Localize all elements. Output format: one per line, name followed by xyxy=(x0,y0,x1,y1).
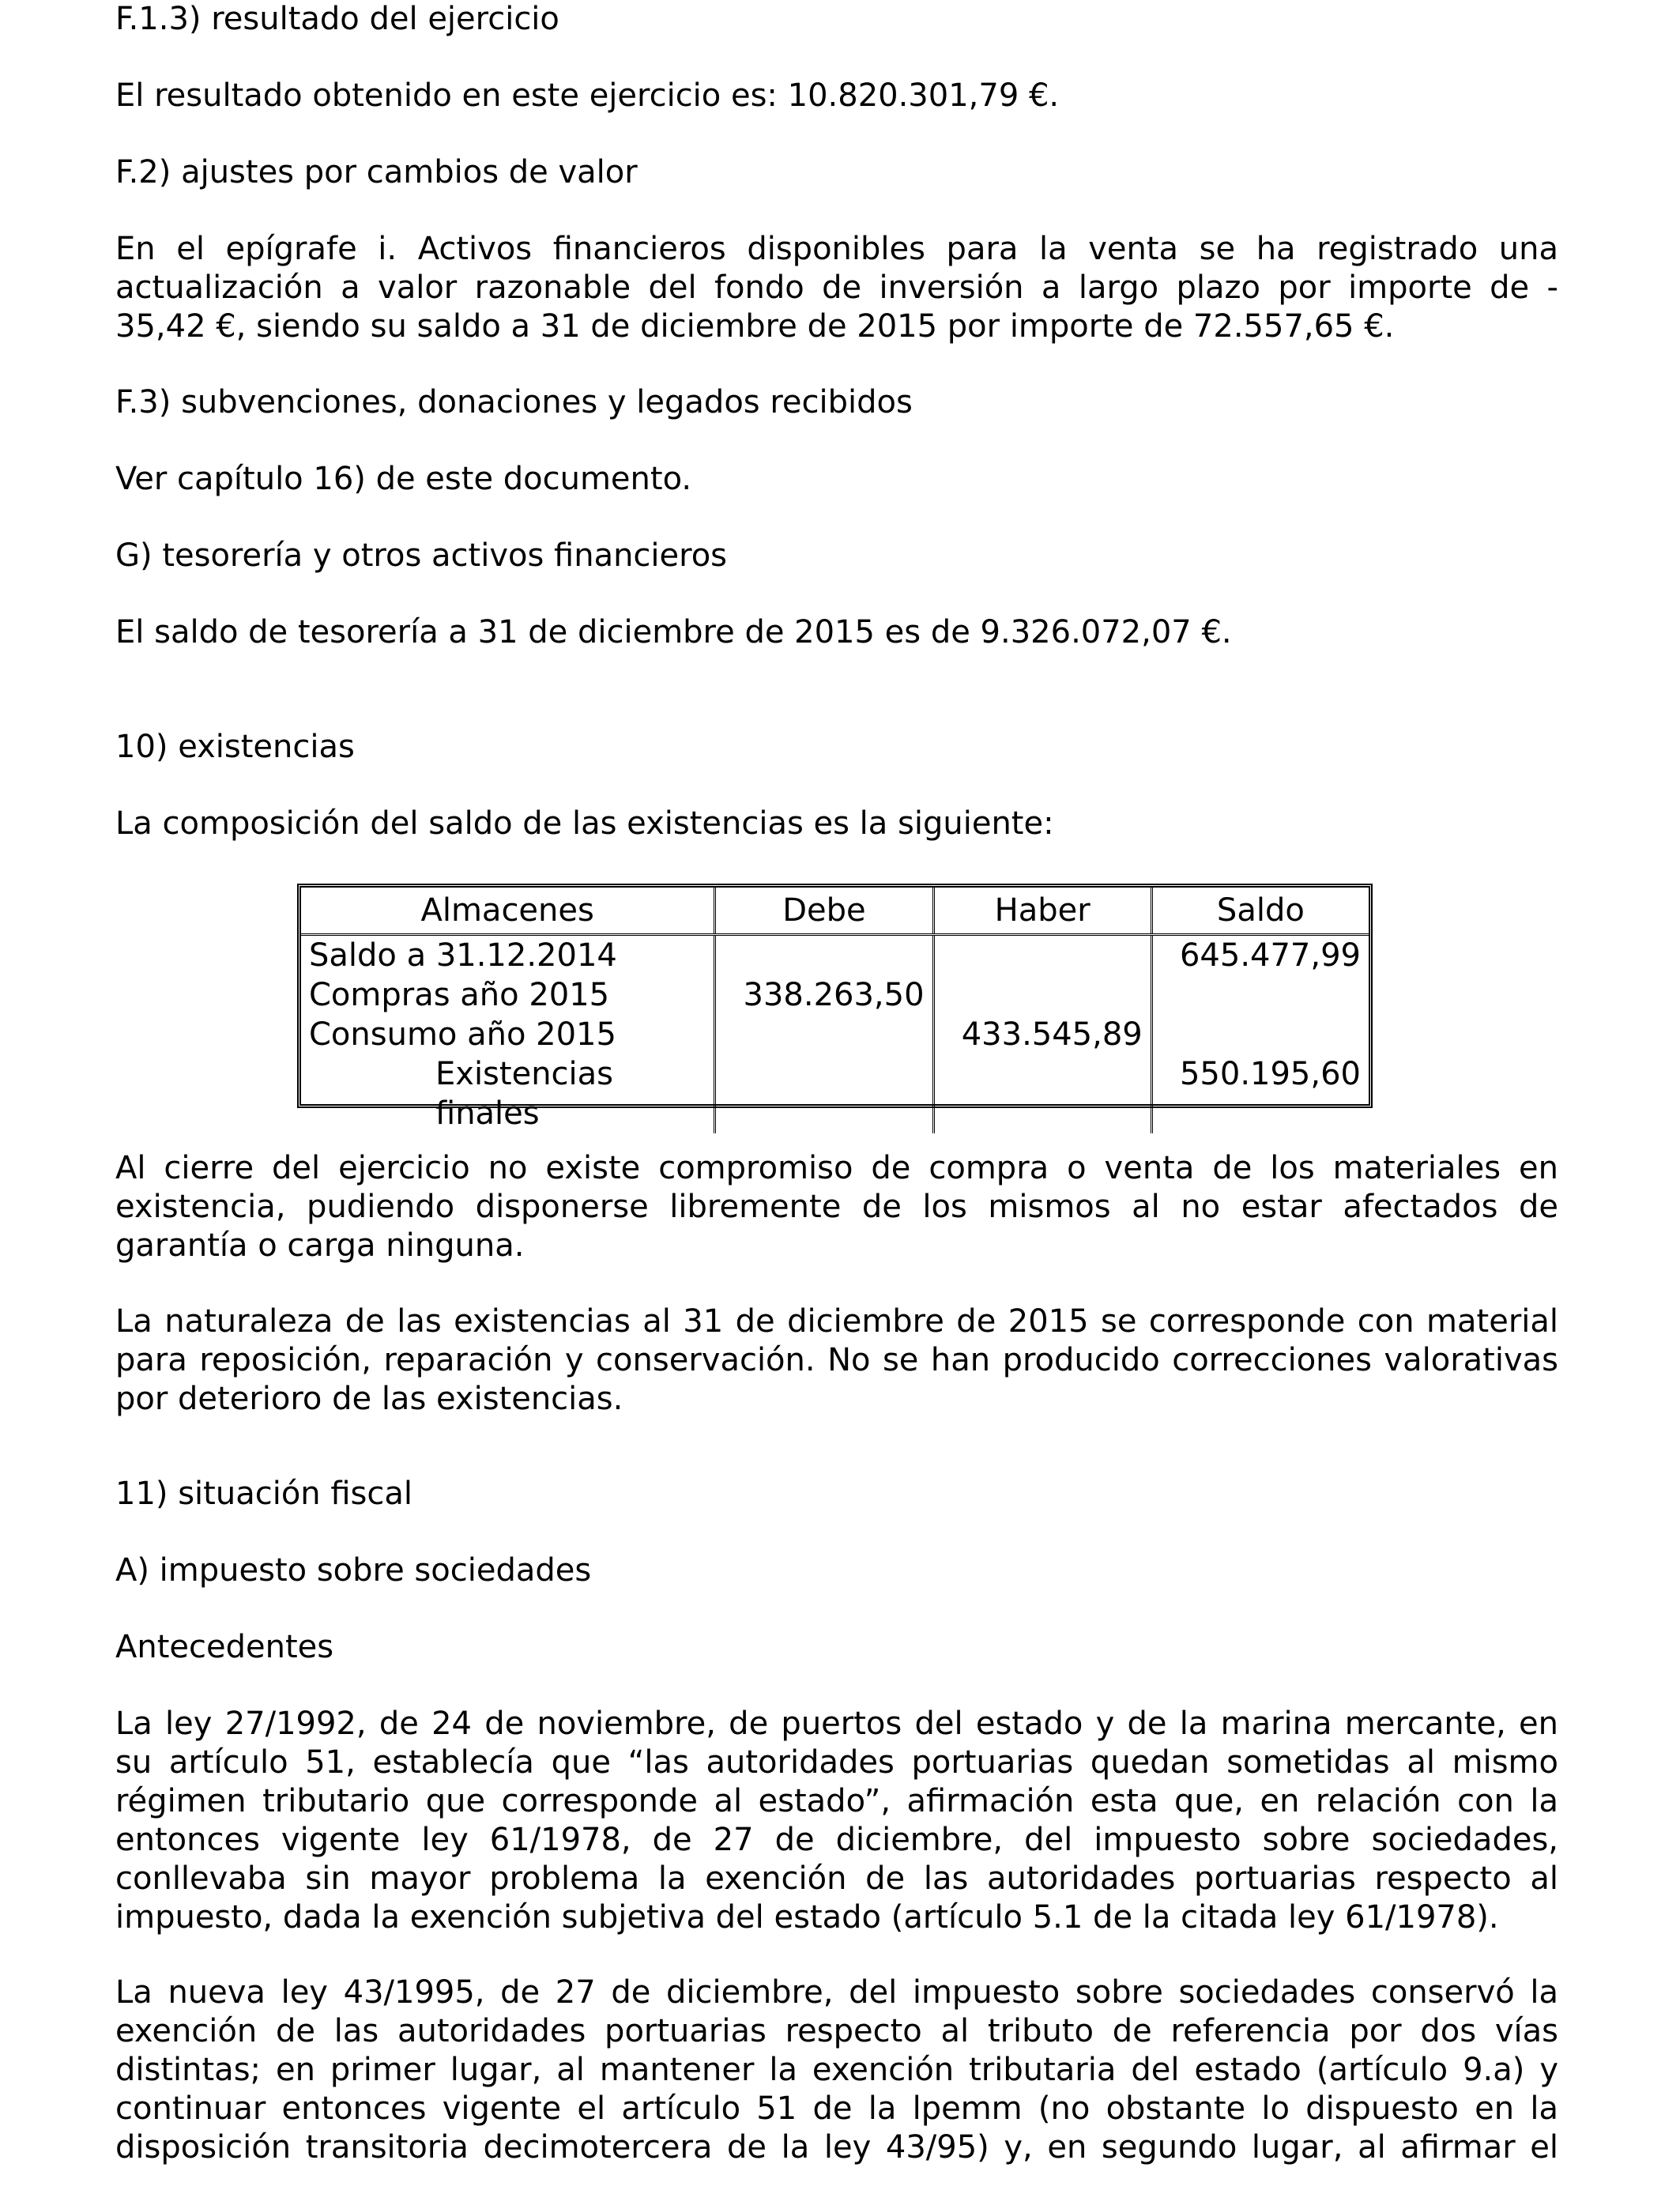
paragraph-line: continuar entonces vigente el artículo 51 de la lpemm (no obstante lo dispuesto en la xyxy=(115,2090,1558,2127)
paragraph-line: La ley 27/1992, de 24 de noviembre, de puertos del estado y de la marina mercante, en xyxy=(115,1706,1558,1742)
text-f3: Ver capítulo 16) de este documento. xyxy=(115,461,692,497)
table-row xyxy=(301,935,1369,976)
cell-saldo xyxy=(1151,1015,1369,1054)
cell-debe: 338.263,50 xyxy=(715,975,933,1015)
paragraph-ley-27-1992 xyxy=(115,1705,1558,1937)
cell-debe xyxy=(715,1054,933,1133)
cell-almacen: Existencias finales xyxy=(435,1056,613,1132)
paragraph-cierre xyxy=(115,1149,1558,1265)
cell-debe xyxy=(715,935,933,976)
paragraph-line: disposición transitoria decimotercera de la ley 43/95) y, en segundo lugar, al afirmar el xyxy=(115,2129,1558,2166)
column-header-haber: Haber xyxy=(933,888,1151,935)
cell-saldo xyxy=(1151,975,1369,1015)
cell-haber xyxy=(933,1054,1151,1133)
cell-saldo: 645.477,99 xyxy=(1151,935,1369,976)
heading-antecedentes: Antecedentes xyxy=(115,1629,334,1665)
text-resultado: El resultado obtenido en este ejercicio es: 10.820.301,79 €. xyxy=(115,77,1060,114)
heading-10: 10) existencias xyxy=(115,729,355,765)
heading-11a: A) impuesto sobre sociedades xyxy=(115,1552,592,1589)
paragraph-line: En el epígrafe i. Activos financieros disponibles para la venta se ha registrado una xyxy=(115,231,1558,267)
paragraph-line: distintas; en primer lugar, al mantener la exención tributaria del estado (artículo 9.a) y xyxy=(115,2052,1558,2088)
paragraph-line: impuesto, dada la exención subjetiva del estado (artículo 5.1 de la citada ley 61/1978). xyxy=(115,1899,1499,1936)
cell-saldo: 550.195,60 xyxy=(1151,1054,1369,1133)
paragraph-line: régimen tributario que corresponde al estado”, afirmación esta que, en relación con la xyxy=(115,1783,1558,1819)
column-header-almacenes: Almacenes xyxy=(301,888,715,935)
paragraph-naturaleza xyxy=(115,1302,1558,1419)
heading-g: G) tesorería y otros activos financieros xyxy=(115,537,728,574)
heading-11: 11) situación fiscal xyxy=(115,1476,413,1512)
paragraph-line: para reposición, reparación y conservación. No se han producido correcciones valorativas xyxy=(115,1342,1558,1378)
paragraph-line: entonces vigente ley 61/1978, de 27 de diciembre, del impuesto sobre sociedades, xyxy=(115,1822,1558,1858)
cell-haber: 433.545,89 xyxy=(933,1015,1151,1054)
paragraph-line: por deterioro de las existencias. xyxy=(115,1381,623,1417)
table-header-row xyxy=(301,888,1369,935)
table-row xyxy=(301,1015,1369,1054)
paragraph-line: garantía o carga ninguna. xyxy=(115,1227,525,1264)
cell-almacen: Compras año 2015 xyxy=(309,977,610,1013)
existencias-table xyxy=(297,884,1373,1132)
heading-f2: F.2) ajustes por cambios de valor xyxy=(115,154,638,190)
column-header-debe: Debe xyxy=(715,888,933,935)
table-row xyxy=(301,975,1369,1015)
paragraph-line: 35,42 €, siendo su saldo a 31 de diciembre de 2015 por importe de 72.557,65 €. xyxy=(115,308,1395,345)
table-row xyxy=(301,1054,1369,1133)
paragraph-f2 xyxy=(115,230,1558,346)
paragraph-line: su artículo 51, establecía que “las autoridades portuarias quedan sometidas al mismo xyxy=(115,1744,1558,1781)
paragraph-line: La nueva ley 43/1995, de 27 de diciembre, del impuesto sobre sociedades conservó la xyxy=(115,1974,1558,2011)
cell-debe xyxy=(715,1015,933,1054)
cell-haber xyxy=(933,935,1151,976)
paragraph-line: existencia, pudiendo disponerse libremente de los mismos al no estar afectados de xyxy=(115,1189,1558,1225)
paragraph-ley-43-1995 xyxy=(115,1973,1558,2167)
cell-almacen: Saldo a 31.12.2014 xyxy=(309,937,617,974)
column-header-saldo: Saldo xyxy=(1151,888,1369,935)
text-tesoreria: El saldo de tesorería a 31 de diciembre de 2015 es de 9.326.072,07 €. xyxy=(115,614,1232,650)
paragraph-line: conllevaba sin mayor problema la exención de las autoridades portuarias respecto al xyxy=(115,1860,1558,1897)
cell-haber xyxy=(933,975,1151,1015)
paragraph-line: Al cierre del ejercicio no existe compromiso de compra o venta de los materiales en xyxy=(115,1150,1558,1186)
heading-f13: F.1.3) resultado del ejercicio xyxy=(115,1,559,37)
text-composicion: La composición del saldo de las existencias es la siguiente: xyxy=(115,805,1054,842)
paragraph-line: actualización a valor razonable del fondo de inversión a largo plazo por importe de - xyxy=(115,270,1558,306)
paragraph-line: exención de las autoridades portuarias respecto al tributo de referencia por dos vías xyxy=(115,2013,1558,2049)
paragraph-line: La naturaleza de las existencias al 31 de diciembre de 2015 se corresponde con material xyxy=(115,1303,1558,1340)
heading-f3: F.3) subvenciones, donaciones y legados recibidos xyxy=(115,384,913,420)
cell-almacen: Consumo año 2015 xyxy=(309,1016,616,1053)
